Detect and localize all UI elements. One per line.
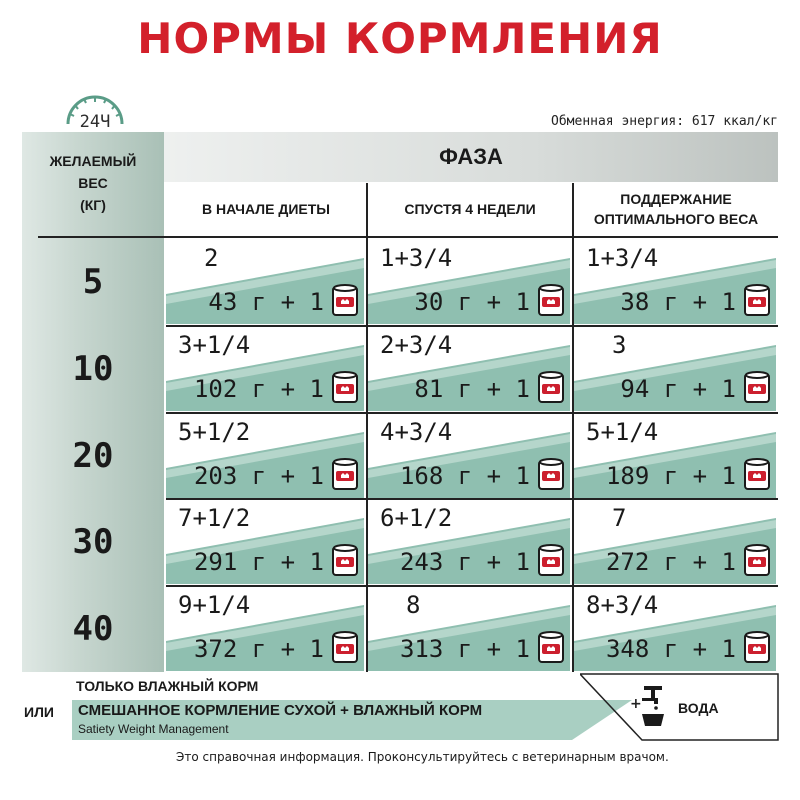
wet-food-can-icon [538,371,564,405]
energy-note: Обменная энергия: 617 ккал/кг [551,114,778,129]
weight-header-line: ЖЕЛАЕМЫЙ [49,153,137,169]
weight-header-line: ВЕС [78,175,108,191]
dry-food-amount: 1+3/4 [380,244,453,272]
wet-food-amount: 372 г + 1 [193,635,324,664]
dry-food-amount: 9+1/4 [178,591,251,620]
row-divider [574,498,778,500]
column-header-start [166,183,366,235]
legend-or: ИЛИ [24,704,54,720]
wet-food-amount: 38 г + 1 [620,288,736,316]
wet-food-can-icon [744,284,770,318]
row-divider [574,325,778,327]
wet-food-can-icon [538,458,564,492]
wet-food-amount: 102 г + 1 [193,374,324,403]
weight-value: 30 [72,522,114,563]
weight-value: 20 [72,435,114,476]
wet-food-can-icon [332,544,358,578]
wet-food-amount: 272 г + 1 [605,548,736,577]
dry-food-amount: 4+3/4 [380,417,453,446]
weight-header-line: (КГ) [80,197,106,213]
clock-label: 24Ч [79,112,111,132]
dry-food-amount: 6+1/2 [380,504,453,533]
wet-food-amount: 189 г + 1 [605,461,736,490]
wet-food-amount: 81 г + 1 [414,374,530,403]
wet-food-amount: 313 г + 1 [399,635,530,664]
wet-food-amount: 168 г + 1 [399,461,530,490]
column-header-line: ПОДДЕРЖАНИЕ [620,191,732,207]
column-header-4-weeks [368,183,572,235]
wet-food-amount: 30 г + 1 [414,288,530,316]
dry-food-amount: 8 [406,591,421,620]
weight-value: 10 [72,348,114,389]
wet-food-amount: 243 г + 1 [399,548,530,577]
dry-food-amount: 7 [612,504,627,533]
row-divider [368,325,572,327]
row-divider [166,325,366,327]
row-divider [166,412,366,414]
column-header-maintenance [574,183,778,235]
wet-food-can-icon [744,371,770,405]
wet-food-amount: 43 г + 1 [208,288,324,316]
water-label: ВОДА [678,700,719,716]
wet-food-can-icon [744,544,770,578]
legend-product-name: Satiety Weight Management [78,722,229,736]
dry-food-amount: 2+3/4 [380,330,453,359]
row-divider [166,498,366,500]
dry-food-amount: 1+3/4 [586,244,659,272]
page-title: НОРМЫ КОРМЛЕНИЯ [137,14,663,63]
wet-food-can-icon [332,284,358,318]
wet-food-can-icon [744,631,770,665]
row-divider [166,585,366,587]
dry-food-amount: 2 [204,244,219,272]
footnote: Это справочная информация. Проконсультируйтесь с ветеринарным врачом. [176,750,669,764]
legend-mixed-feeding: СМЕШАННОЕ КОРМЛЕНИЕ СУХОЙ + ВЛАЖНЫЙ КОРМ [78,702,483,719]
column-header-line: ОПТИМАЛЬНОГО ВЕСА [593,211,759,227]
wet-food-can-icon [332,371,358,405]
legend-wet-only: ТОЛЬКО ВЛАЖНЫЙ КОРМ [76,678,259,694]
weight-value: 40 [72,609,114,650]
wet-food-can-icon [538,284,564,318]
row-divider [368,498,572,500]
column-header-line: СПУСТЯ 4 НЕДЕЛИ [404,201,536,217]
dry-food-amount: 7+1/2 [178,504,251,533]
wet-food-amount: 291 г + 1 [193,548,324,577]
column-header-line: В НАЧАЛЕ ДИЕТЫ [202,201,330,217]
row-divider [574,585,778,587]
row-divider [368,412,572,414]
wet-food-can-icon [744,458,770,492]
weight-value: 5 [82,262,104,302]
water-tap-bowl-icon [638,684,668,728]
wet-food-amount: 348 г + 1 [605,635,736,664]
wet-food-can-icon [332,458,358,492]
dry-food-amount: 3+1/4 [178,330,251,359]
dry-food-amount: 8+3/4 [586,591,659,620]
wet-food-can-icon [538,631,564,665]
dry-food-amount: 3 [612,330,627,359]
dry-food-amount: 5+1/4 [586,417,659,446]
row-divider [368,585,572,587]
weight-header [22,150,164,216]
wet-food-amount: 94 г + 1 [620,374,736,403]
wet-food-can-icon [332,631,358,665]
wet-food-can-icon [538,544,564,578]
row-divider [574,412,778,414]
phase-label: ФАЗА [439,144,503,169]
dry-food-amount: 5+1/2 [178,417,251,446]
wet-food-amount: 203 г + 1 [193,461,324,490]
svg-text:+: + [630,696,642,712]
